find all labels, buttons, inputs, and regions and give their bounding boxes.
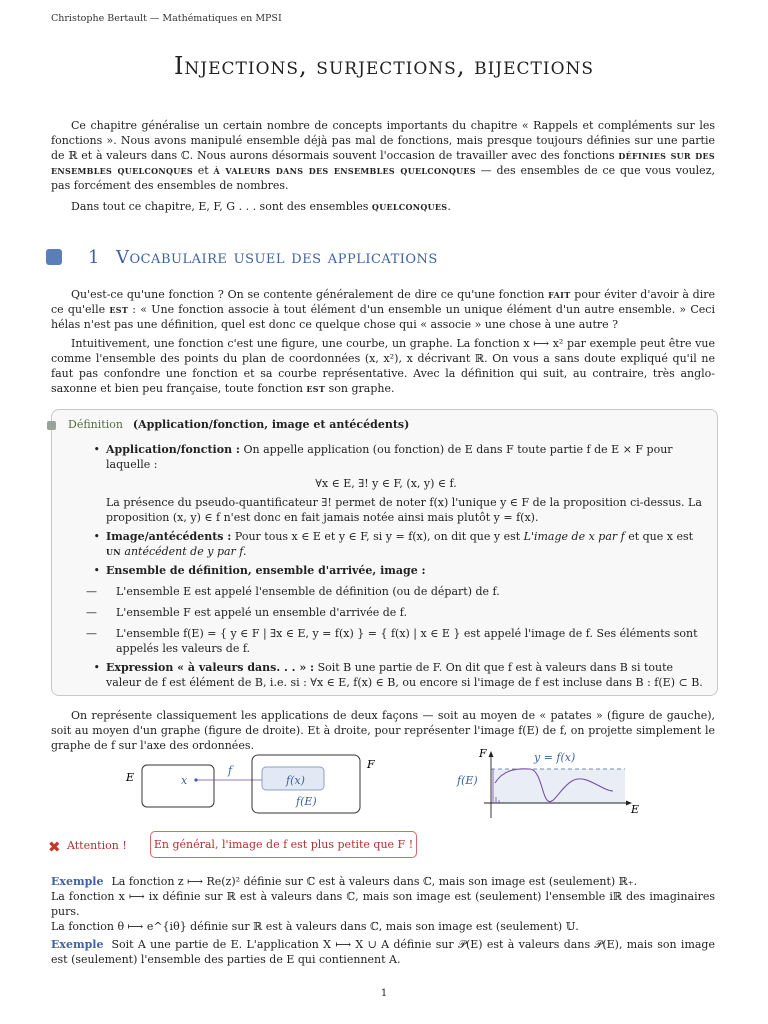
def-item-image: • Image/antécédents : Pour tous x ∈ E et y ∈ F, si y = f(x), on dit que y est L'image de x par f et que x est un antécédent de y par f. [93,530,694,558]
section-number: 1 [88,246,100,268]
section-p2: Intuitivement, une fonction c'est une figure, une courbe, un graphe. La fonction x ⟼ x² par exemple peut être vue comme l'ensemble des points du plan de coordonnées (x, x²), x décrivant ℝ. On vous a sans doute expliqué qu'il ne faut pas confondre une fonction et sa courbe représentative. Avec la définition qui suit, au contraire, très anglo-saxonne et bien peu française, toute fonction est son graphe. [51,337,715,395]
example-label: Exemple [51,875,104,888]
axis-label-F: F [479,747,487,760]
label-E: E [126,771,135,784]
running-header: Christophe Bertault — Mathématiques en MPSI [51,13,282,24]
definition-title: (Application/fonction, image et antécédents) [132,418,410,431]
attention-label: Attention ! [67,839,127,852]
label-fx: f(x) [286,774,305,787]
section-title: Vocabulaire usuel des applications [115,246,438,268]
section-p1: Qu'est-ce qu'une fonction ? On se contente généralement de dire ce qu'une fonction fait pour éviter d'avoir à dire ce qu'elle est : « Une fonction associe à tout élément d'un ensemble un unique élément d'un autre ensemble. » Ceci hélas n'est pas une définition, quel est donc ce quelque chose qui « associe » une chose à une autre ? [51,288,715,331]
def-item-ensembles: • Ensemble de définition, ensemble d'arrivée, image : [93,564,426,577]
graph-figure [456,747,639,818]
y-axis-arrow-icon [489,751,494,757]
curve-label: y = f(x) [534,751,576,764]
example-label: Exemple [51,938,104,951]
example-1: Exemple La fonction z ⟼ Re(z)² définie sur ℂ est à valeurs dans ℂ, mais son image est (seulement) ℝ₊. La fonction x ⟼ ix définie sur ℝ est à valeurs dans ℂ, mais son image est (seulement) l'ensemble iℝ des imaginaires purs. La fonction θ ⟼ e^{iθ} définie sur ℝ est à valeurs dans ℂ, mais son image est (seulement) 𝕌. [51,875,715,933]
set-E-shape [142,765,214,807]
definition-label: Définition [68,418,123,431]
label-fE: f(E) [296,795,317,808]
label-F: F [367,758,375,771]
chapter-title: Injections, surjections, bijections [173,52,595,80]
def-formula-1: ∀x ∈ E, ∃! y ∈ F, (x, y) ∈ f. [315,477,457,490]
intro-p2: Dans tout ce chapitre, E, F, G . . . sont des ensembles quelconques. [71,200,451,213]
axis-label-E: E [631,803,640,816]
def-dash-1: — L'ensemble E est appelé l'ensemble de définition (ou de départ) de f. [86,585,500,598]
def-item-expression: • Expression « à valeurs dans. . . » : Soit B une partie de F. On dit que f est à valeurs dans B si toute valeur de f est élément de B, i.e. si : ∀x ∈ E, f(x) ∈ B, ou encore si l'image de f est incluse dans B : f(E) ⊂ B. [93,661,703,689]
figure-paragraph: On représente classiquement les applications de deux façons — soit au moyen de « patates » (figure de gauche), soit au moyen d'un graphe (figure de droite). Et à droite, pour représenter l'image f(E) de f, on projette simplement le graphe de f sur l'axe des ordonnées. [51,709,715,752]
example-2: Exemple Soit A une partie de E. L'application X ⟼ X ∪ A définie sur 𝒫(E) est à valeurs dans 𝒫(E), mais son image est (seulement) l'ensemble des parties de E qui contiennent A. [51,938,715,966]
cross-icon: ✖ [48,838,61,856]
label-f: f [228,764,233,777]
attention-box: En général, l'image de f est plus petite que F ! [150,831,417,858]
patates-figure [125,755,375,813]
def-app-note: La présence du pseudo-quantificateur ∃! permet de noter f(x) l'unique y ∈ F de la proposition ci-dessus. La proposition (x, y) ∈ f n'est donc en fait jamais notée ainsi mais plutôt y = f(x). [106,496,702,524]
label-x: x [181,774,188,787]
intro-p1: Ce chapitre généralise un certain nombre de concepts importants du chapitre « Rappels et compléments sur les fonctions ». Nous avons manipulé ensemble déjà pas mal de fonctions, mais presque toujours définies sur une partie de ℝ et à valeurs dans ℂ. Nous aurons désormais souvent l'occasion de travailler avec des fonctions définies sur des ensembles quelconques et à valeurs dans des ensembles quelconques — des ensembles de ce que vous voulez, pas forcément des ensembles de nombres. [51,119,716,192]
page-number: 1 [380,988,388,999]
def-dash-2: — L'ensemble F est appelé un ensemble d'arrivée de f. [86,606,407,619]
def-item-application: • Application/fonction : On appelle application (ou fonction) de E dans F toute partie f de E × F pour laquelle : [93,443,673,471]
projection-band [491,769,625,803]
def-dash-3: — L'ensemble f(E) = { y ∈ F | ∃x ∈ E, y = f(x) } = { f(x) | x ∈ E } est appelé l'image de f. Ses éléments sont appelés les valeurs de f. [86,627,698,655]
axis-label-fE: f(E) [457,774,478,787]
